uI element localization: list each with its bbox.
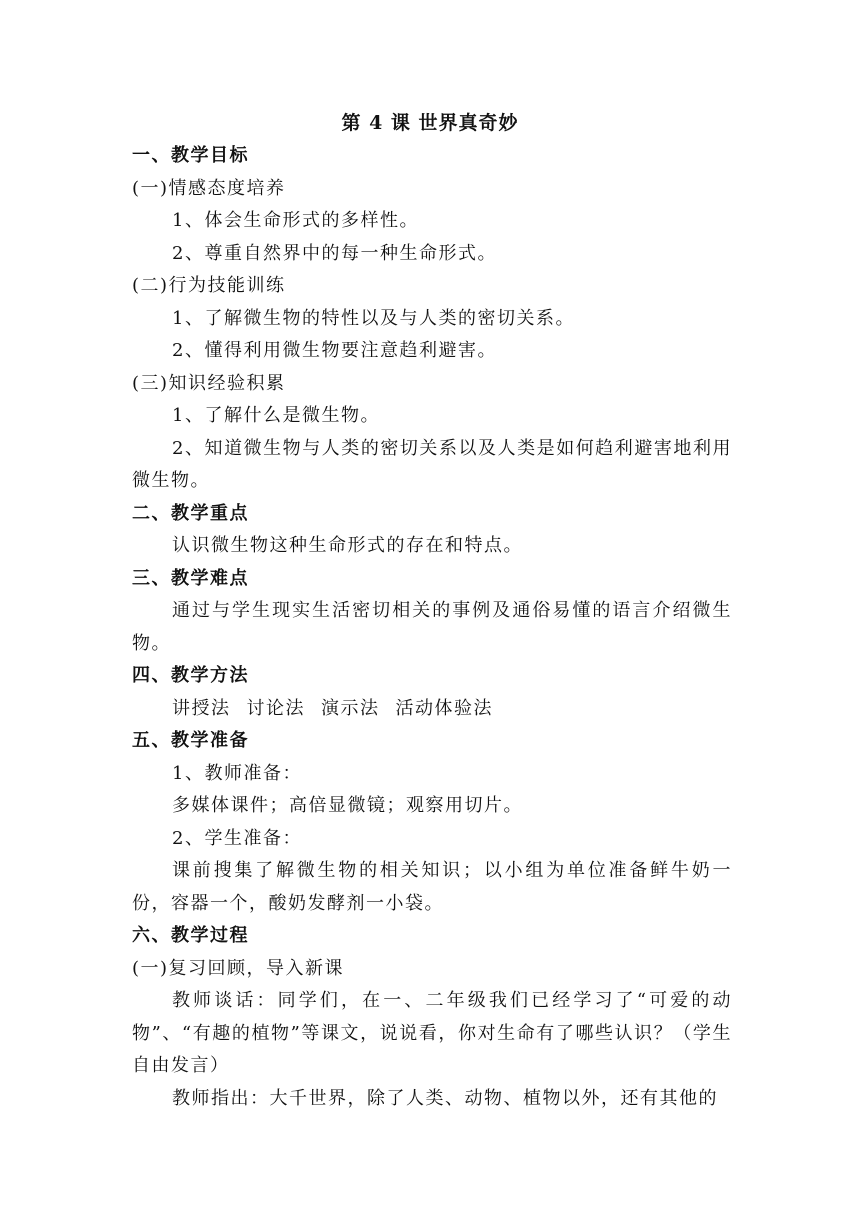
process-paragraph: 教师指出：大千世界，除了人类、动物、植物以外，还有其他的 bbox=[172, 1087, 718, 1109]
section-heading-objectives: 一、教学目标 bbox=[132, 145, 249, 166]
lesson-title: 第 4 课 世界真奇妙 bbox=[341, 112, 519, 134]
subheading-emotion: (一)情感态度培养 bbox=[132, 177, 286, 199]
method-item: 讲授法 bbox=[172, 697, 231, 719]
subheading-review: (一)复习回顾，导入新课 bbox=[132, 957, 345, 979]
objective-item: 1、了解什么是微生物。 bbox=[172, 405, 380, 426]
student-prep-label: 2、学生准备： bbox=[172, 827, 302, 849]
method-item: 活动体验法 bbox=[395, 697, 493, 719]
difficulties-text: 通过与学生现实生活密切相关的事例及通俗易懂的语言介绍微生物。 bbox=[132, 600, 732, 654]
key-points-text: 认识微生物这种生命形式的存在和特点。 bbox=[172, 535, 523, 556]
section-heading-process: 六、教学过程 bbox=[132, 925, 249, 946]
section-heading-methods: 四、教学方法 bbox=[132, 665, 249, 686]
methods-list bbox=[132, 693, 732, 726]
section-heading-key-points: 二、教学重点 bbox=[132, 502, 249, 524]
subheading-skills: (二)行为技能训练 bbox=[132, 275, 286, 296]
objective-item: 1、体会生命形式的多样性。 bbox=[172, 210, 419, 231]
method-item: 讨论法 bbox=[246, 697, 305, 719]
process-paragraph: 教师谈话：同学们，在一、二年级我们已经学习了“可爱的动物”、“有趣的植物”等课文，说说看，你对生命有了哪些认识？（学生自由发言） bbox=[132, 990, 732, 1076]
objective-item: 2、尊重自然界中的每一种生命形式。 bbox=[172, 242, 497, 264]
subheading-knowledge: (三)知识经验积累 bbox=[132, 372, 286, 394]
objective-item: 2、懂得利用微生物要注意趋利避害。 bbox=[172, 340, 497, 361]
section-heading-preparation: 五、教学准备 bbox=[132, 730, 249, 751]
student-prep-text: 课前搜集了解微生物的相关知识；以小组为单位准备鲜牛奶一份，容器一个，酸奶发酵剂一小袋。 bbox=[132, 860, 732, 914]
teacher-prep-label: 1、教师准备： bbox=[172, 762, 302, 784]
method-item: 演示法 bbox=[321, 697, 380, 719]
document-body bbox=[132, 140, 732, 1115]
teacher-prep-text: 多媒体课件；高倍显微镜；观察用切片。 bbox=[172, 795, 523, 816]
objective-item: 2、知道微生物与人类的密切关系以及人类是如何趋利避害地利用微生物。 bbox=[132, 437, 732, 491]
objective-item: 1、了解微生物的特性以及与人类的密切关系。 bbox=[172, 307, 575, 329]
section-heading-difficulties: 三、教学难点 bbox=[132, 567, 249, 589]
